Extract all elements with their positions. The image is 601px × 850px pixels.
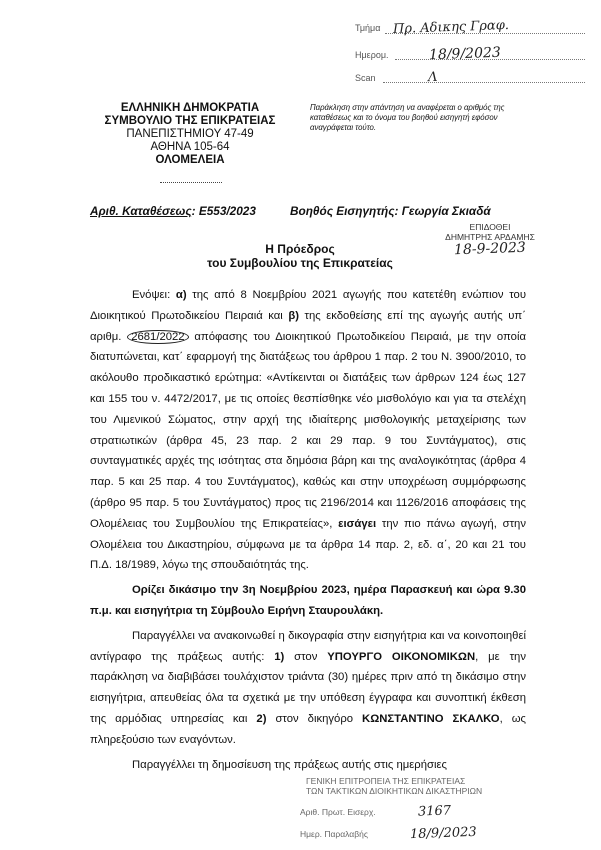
stamp-bottom-date-value: 18/9/2023 bbox=[410, 824, 478, 843]
paragraph-hearing-date bbox=[90, 580, 526, 622]
delivery-stamp-name: ΔΗΜΗΤΡΗΣ ΑΡΔΑΜΗΣ bbox=[445, 232, 535, 242]
stamp-dept-label: Τμήμα bbox=[355, 23, 381, 33]
stamp-date-handwriting: 18/9/2023 bbox=[428, 44, 502, 64]
p2-text: Ορίζει δικάσιμο την 3η Νοεμβρίου 2023, ημέρα Παρασκευή και ώρα 9.30 π.μ. και εισηγήτρια τη Σύμβουλο Ειρήνη Σταυρουλάκη. bbox=[90, 584, 526, 617]
header-street: ΠΑΝΕΠΙΣΤΗΜΙΟΥ 47-49 bbox=[126, 128, 254, 140]
stamp-bottom-date-row bbox=[300, 826, 477, 841]
receipt-stamp-top bbox=[355, 18, 595, 98]
header-republic: ΕΛΛΗΝΙΚΗ ΔΗΜΟΚΡΑΤΙΑ bbox=[120, 102, 260, 114]
paragraph-orders bbox=[90, 626, 526, 751]
p3-text-g: στον δικηγόρο bbox=[266, 712, 363, 725]
p3-text-a: Παραγγέλλει να ανακοινωθεί η δικογραφία στην εισηγήτρια και να κοινοποιηθεί αντίγραφο της πράξεως αυτής: bbox=[90, 629, 526, 663]
p1-marker-a: α) bbox=[175, 289, 187, 301]
paragraph-whereas bbox=[90, 285, 526, 576]
stamp-bottom-prot-row bbox=[300, 804, 451, 819]
decision-number-circled: 2681/2022 bbox=[127, 330, 188, 344]
reply-note: Παράκληση στην απάντηση να αναφέρεται ο αριθμός της καταθέσεως και το όνομα του βοηθού εισηγητή εφόσον αναγράφεται τούτο. bbox=[310, 103, 505, 132]
p3-text-c: στον bbox=[284, 650, 328, 663]
header-council: ΣΥΜΒΟΥΛΙΟ ΤΗΣ ΕΠΙΚΡΑΤΕΙΑΣ bbox=[104, 115, 276, 127]
title-council: του Συμβουλίου της Επικρατείας bbox=[207, 256, 393, 270]
p3-lawyer: ΚΩΝΣΤΑΝΤΙΝΟ ΣΚΑΛΚΟ bbox=[362, 712, 500, 725]
title-president: Η Πρόεδρος bbox=[265, 242, 335, 256]
p1-text-a: Ενόψει: bbox=[132, 289, 176, 301]
paragraph-publication bbox=[90, 755, 526, 776]
stamp-bottom-prot-value: 3167 bbox=[417, 803, 452, 820]
p1-introduces: εισάγει bbox=[332, 517, 377, 530]
case-number-label: Αριθ. Καταθέσεως bbox=[90, 204, 192, 218]
document-body bbox=[90, 285, 526, 775]
header-city: ΑΘΗΝΑ 105-64 bbox=[150, 141, 230, 153]
case-number-value: : Ε553/2023 bbox=[191, 204, 256, 218]
delivery-stamp-date: 18-9-2023 bbox=[453, 239, 527, 259]
stamp-bottom-courts: ΤΩΝ ΤΑΚΤΙΚΩΝ ΔΙΟΙΚΗΤΙΚΩΝ ΔΙΚΑΣΤΗΡΙΩΝ bbox=[306, 786, 483, 796]
p1-marker-b: β) bbox=[288, 309, 299, 322]
header-plenary: ΟΛΟΜΕΛΕΙΑ bbox=[155, 154, 225, 166]
stamp-bottom-authority: ΓΕΝΙΚΗ ΕΠΙΤΡΟΠΕΙΑ ΤΗΣ ΕΠΙΚΡΑΤΕΙΑΣ bbox=[306, 776, 466, 786]
header-divider bbox=[160, 182, 222, 183]
document-title bbox=[200, 242, 400, 270]
p1-text-e: της εκδοθείσης επί της αγωγής αυτής υπ΄ αριθμ. bbox=[90, 309, 526, 343]
p3-text-i: , ως πληρεξούσιο των εναγόντων. bbox=[90, 712, 527, 746]
p3-marker-1: 1) bbox=[274, 650, 285, 663]
stamp-bottom-date-label: Ημερ. Παραλαβής bbox=[300, 829, 368, 839]
case-number bbox=[90, 204, 256, 218]
assistant-rapporteur: Βοηθός Εισηγητής: Γεωργία Σκιαδά bbox=[290, 204, 491, 218]
p3-text-e: , με την παράκληση να διαβιβάσει τουλάχιστον τριάντα (30) ημέρες πριν από τη δικάσιμο στην εισηγήτρια, απευθείας όλα τα σχετικά με την υπόθεση έγγραφα και συνοπτική έκθεση της αρμόδιας υπηρεσίας και bbox=[90, 650, 526, 725]
delivery-stamp bbox=[425, 222, 555, 259]
p3-marker-2: 2) bbox=[256, 712, 267, 725]
p3-minister: ΥΠΟΥΡΓΟ ΟΙΚΟΝΟΜΙΚΩΝ bbox=[327, 650, 476, 663]
stamp-scan-handwriting: Λ bbox=[427, 69, 438, 86]
stamp-dept-handwriting: Πρ. Αδικης Γραφ. bbox=[392, 17, 510, 38]
delivery-stamp-served: ΕΠΙΔΟΘΕΙ bbox=[469, 222, 511, 232]
issuer-header bbox=[95, 102, 285, 167]
stamp-scan-label: Scan bbox=[355, 73, 376, 83]
p1-text-h: την πιο πάνω αγωγή, στην Ολομέλεια του Δικαστηρίου, σύμφωνα με τα άρθρα 14 παρ. 2, εδ. α΄, 20 και 21 του Π.Δ. 18/1989, λόγω της σπουδαιότητάς της. bbox=[90, 517, 526, 572]
p4-text: Παραγγέλλει τη δημοσίευση της πράξεως αυτής στις ημερήσιες bbox=[132, 758, 447, 771]
stamp-bottom-prot-label: Αριθ. Πρωτ. Εισερχ. bbox=[300, 807, 376, 817]
p1-text-c: της από 8 Νοεμβρίου 2021 αγωγής που κατετέθη ενώπιον του Διοικητικού Πρωτοδικείου Πειραιά και bbox=[90, 289, 527, 322]
receipt-stamp-bottom bbox=[300, 776, 540, 846]
stamp-date-label: Ημερομ. bbox=[355, 50, 389, 60]
p1-text-f: απόφασης του Διοικητικού Πρωτοδικείου Πειραιά, με την οποία διατυπώνεται, κατ΄ εφαρμογή της διατάξεως του άρθρου 1 παρ. 2 του Ν. 3900/2010, το ακόλουθο προδικαστικό ερώτημα: «Αντίκεινται οι διατάξεις των άρθρων 124 έως 127 και 155 του ν. 4472/2017, με τις οποίες θεσπίσθηκε νέο μισθολόγιο και για τα στελέχη του Λιμενικού Σώματος, στην αρχή της ιδιαίτερης μισθολογικής μεταχείρισης των στρατιωτικών (άρθρα 45, 23 παρ. 2 και 29 παρ. 9 του Συντάγματος), στις συνταγματικές αρχές της ισότητας στα δημόσια βάρη και της αναλογικότητας (άρθρα 4 παρ. 5 και 25 παρ. 4 του Συντάγματος), καθώς και στην υποχρέωση συμμόρφωσης (άρθρο 95 παρ. 5 του Συντάγματος) προς τις 2196/2014 και 1126/2016 αποφάσεις της Ολομέλειας του Συμβουλίου της Επικρατείας», bbox=[90, 330, 526, 530]
